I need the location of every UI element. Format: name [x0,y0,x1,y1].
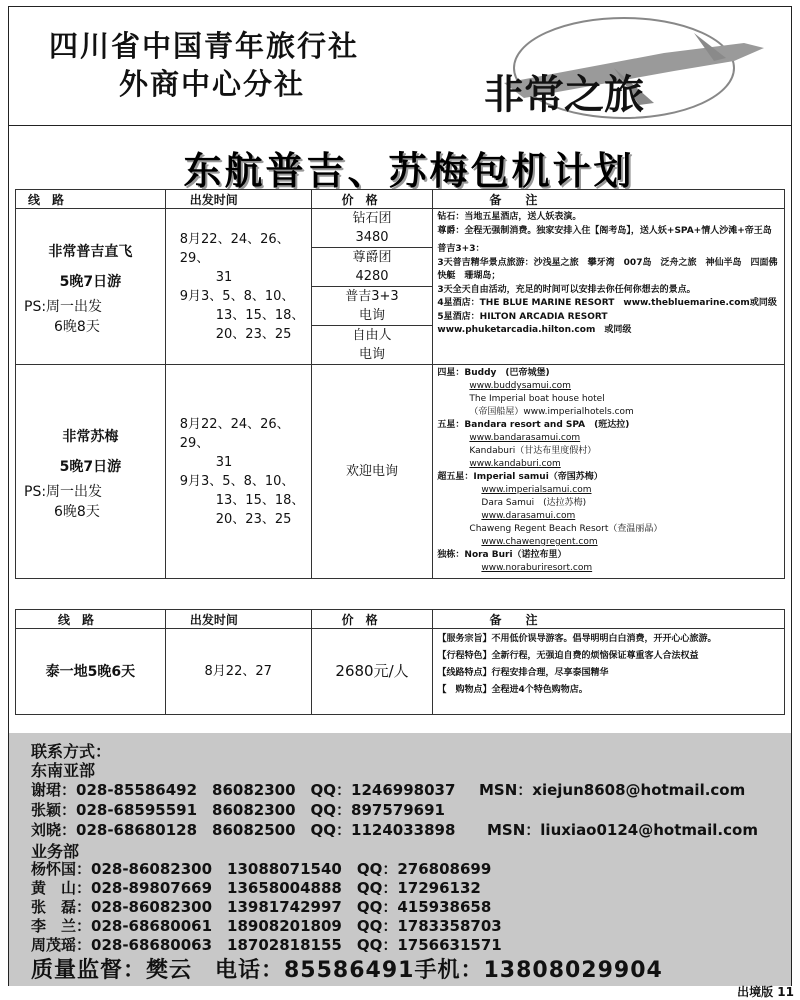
page-footer: 出境版 11 [737,985,794,999]
person-name: 李 兰： [31,917,92,935]
route-duration-note: 6晚8天 [54,503,100,520]
person-msn[interactable]: MSN：xiejun8608@hotmail.com [479,781,746,799]
note-line: 【行程特色】全新行程，无强迫自费的烦恼保证尊重客人合法权益 [437,651,699,661]
contact-person [31,858,491,879]
contact-title: 联系方式： [31,742,112,761]
note-line: 3天普吉精华景点旅游：沙浅星之旅 攀牙湾 007岛 泛舟之旅 神仙半岛 四面佛 快艇 珊瑚岛； [437,257,787,281]
route-departure-note: PS:周一出发 [24,298,103,315]
table-header-row [16,610,785,629]
notes-thailand [433,629,785,715]
contact-person [31,896,491,917]
person-phones: 028-86082300 13088071540 QQ：276808699 [91,860,492,878]
contact-section [9,733,791,986]
table-row-thailand [16,629,785,715]
route-days: 5晚7日游 [59,273,122,290]
note-link[interactable]: www.bandarasamui.com [469,433,581,443]
route-samui [16,365,166,579]
note-line: 独栋：Nora Buri（诺拉布里） [437,550,567,560]
note-line: 【线路特点】行程安排合理，尽享泰国精华 [437,668,609,678]
contact-person [31,799,445,820]
price-diamond [311,209,433,248]
note-line: Kandaburi（甘达布里度假村） [469,446,597,456]
person-phones: 028-68680063 18702818155 QQ：1756631571 [91,936,502,954]
dates-line: 13、15、18、 [215,307,305,323]
logo-airplane-icon [464,13,774,123]
note-line: www.phuketarcadia.hilton.com 或同级 [437,325,632,335]
header-price: 价 格 [311,190,433,209]
dates-line: 13、15、18、 [215,492,305,508]
person-phones: 028-68680128 86082500 QQ：1124033898 [76,821,456,839]
dates-line: 31 [215,454,233,470]
person-name: 张 磊： [31,898,92,916]
table-row-phuket [16,209,785,248]
header-price: 价 格 [311,610,433,629]
price-value: 电询 [358,347,385,362]
header-route: 线 路 [16,190,166,209]
notes-samui [433,365,785,579]
header-departure: 出发时间 [165,610,311,629]
dates-phuket [165,209,311,365]
route-name: 非常普吉直飞 [48,243,133,260]
price-name: 自由人 [352,328,392,343]
route-name: 非常苏梅 [62,428,119,445]
note-line: 4星酒店：THE BLUE MARINE RESORT www.thebluemarine.com或同级 [437,298,777,308]
note-line: 【服务宗旨】不用低价误导游客。倡导明明白白消费，开开心心旅游。 [437,634,717,644]
person-phones: 028-86082300 13981742997 QQ：415938658 [91,898,492,916]
contact-person [31,819,455,840]
dates-line: 20、23、25 [215,511,292,527]
person-phones: 028-68595591 86082300 QQ：897579691 [76,801,445,819]
note-line: 四星：Buddy (巴帝城堡) [437,368,550,378]
dates-thailand: 8月22、27 [165,629,311,715]
dates-line: 20、23、25 [215,326,292,342]
note-link[interactable]: www.darasamui.com [481,511,576,521]
person-phones: 028-85586492 86082300 QQ：1246998037 [76,781,456,799]
dates-line: 31 [215,269,233,285]
header-notes: 备 注 [433,610,785,629]
price-value: 电询 [358,308,385,323]
quality-supervision: 质量监督：樊云 电话：85586491手机：13808029904 [31,958,663,983]
person-name: 刘晓： [31,821,77,839]
note-line: Dara Samui (达拉苏梅) [481,498,587,508]
contact-person [31,934,502,955]
contact-person [31,915,502,936]
dept-business: 业务部 [31,842,80,861]
route-duration-note: 6晚8天 [54,318,100,335]
route-departure-note: PS:周一出发 [24,483,103,500]
route-days: 5晚7日游 [59,458,122,475]
note-line: 五星：Bandara resort and SPA (班达拉) [437,420,630,430]
price-thailand: 2680元/人 [311,629,433,715]
note-line: 尊爵：全程无强制消费。独家安排入住【阁考岛】，送人妖+SPA+情人沙滩+帝王岛 [437,225,772,236]
contact-person [31,877,481,898]
price-free [311,326,433,365]
person-name: 杨怀国： [31,860,92,878]
person-name: 黄 山： [31,879,92,897]
note-line: The Imperial boat house hotel [469,394,605,404]
note-line: 钻石：当地五星酒店，送人妖表演。 [437,212,582,222]
note-link[interactable]: www.buddysamui.com [469,381,571,391]
person-phones: 028-68680061 18908201809 QQ：1783358703 [91,917,502,935]
note-line: 超五星：Imperial samui（帝国苏梅） [437,472,603,482]
dept-southeast-asia: 东南亚部 [31,761,96,780]
page-frame [8,6,792,986]
price-name: 钻石团 [352,211,392,226]
dates-line: 9月3、5、8、10、 [179,288,295,304]
header-departure: 出发时间 [165,190,311,209]
price-phuket-3-3 [311,287,433,326]
contact-person [31,779,455,800]
dates-samui [165,365,311,579]
price-samui: 欢迎电询 [311,365,433,579]
note-link[interactable]: www.imperialsamui.com [481,485,592,495]
note-line: 普吉3+3： [437,244,485,254]
dates-line: 9月3、5、8、10、 [179,473,295,489]
company-line-1: 四川省中国青年旅行社 [49,29,360,63]
person-name: 张颖： [31,801,77,819]
charter-table [15,189,785,579]
table-header-row [16,190,785,209]
banner-title: 东航普吉、苏梅包机计划 [183,149,635,193]
note-link[interactable]: www.chawengregent.com [481,537,598,547]
header-notes: 备 注 [433,190,785,209]
person-name: 谢珺： [31,781,77,799]
dates-line: 8月22、24、26、29、 [179,416,290,451]
person-msn[interactable]: MSN：liuxiao0124@hotmail.com [487,821,758,839]
price-name: 尊爵团 [352,250,392,265]
company-line-2: 外商中心分社 [119,67,306,101]
note-line: 5星酒店：HILTON ARCADIA RESORT [437,311,608,322]
price-name: 普吉3+3 [345,289,399,304]
dates-line: 8月22、24、26、29、 [179,231,290,266]
note-line: （帝国船屋）www.imperialhotels.com [469,407,634,417]
logo-text: 非常之旅 [484,71,644,118]
header-route: 线 路 [16,610,166,629]
person-name: 周茂瑶： [31,936,92,954]
table-row-samui [16,365,785,579]
price-value: 3480 [355,230,389,245]
notes-phuket [433,209,785,365]
person-phones: 028-89807669 13658004888 QQ：17296132 [91,879,481,897]
price-value: 4280 [355,269,389,284]
note-link[interactable]: www.kandaburi.com [469,459,561,469]
note-link[interactable]: www.noraburiresort.com [481,563,593,573]
note-line: 3天全天自由活动，充足的时间可以安排去你任何你想去的景点。 [437,284,696,295]
route-thailand: 泰一地5晚6天 [16,629,166,715]
note-line: 【 购物点】全程进4个特色购物店。 [437,685,588,695]
price-noble [311,248,433,287]
thailand-table [15,609,785,715]
company-name [49,27,359,103]
header [9,7,791,126]
note-line: Chaweng Regent Beach Resort（查温丽晶） [469,524,663,534]
route-phuket [16,209,166,365]
